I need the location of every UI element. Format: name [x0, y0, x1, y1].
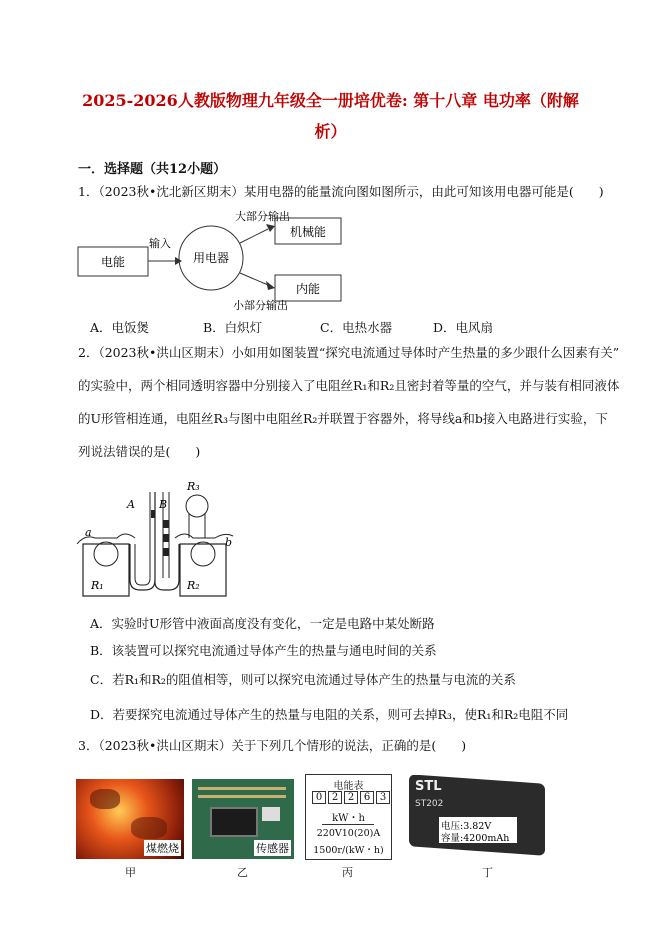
q2-line1: 2．（2023秋•洪山区期末）小如用如图装置“探究电流通过导体时产生热量的多少跟什么因素有关” [78, 345, 620, 360]
q2-line2: 的实验中，两个相同透明容器中分别接入了电阻丝R₁和R₂且密封着等量的空气，并与装有相同液体 [78, 378, 620, 393]
page-title-line1: 2025-2026人教版物理九年级全一册培优卷: 第十八章 电功率（附解 [82, 91, 579, 110]
meter-spec2: 1500r/(kW・h) [313, 845, 384, 856]
q2-line4: 列说法错误的是( ) [78, 444, 201, 459]
q2-line3: 的U形管相连通，电阻丝R₃与图中电阻丝R₂并联置于容器外，将导线a和b接入电路进行实验，下 [78, 411, 608, 426]
mechanical-label: 机械能 [289, 225, 327, 239]
energy-flow-diagram [70, 205, 350, 315]
q2-option-b: B．该装置可以探究电流通过导体产生的热量与通电时间的关系 [90, 643, 437, 658]
input-arrow-head [175, 257, 182, 265]
input-box-label: 电能 [100, 255, 126, 269]
energy-meter-image [305, 774, 392, 860]
caption-ding: 丁 [482, 866, 493, 879]
battery-model: ST202 [415, 799, 444, 809]
battery-image [403, 775, 553, 857]
q1-stem: 1．（2023秋•沈北新区期末）某用电器的能量流向图如图所示，由此可知该用电器可能是( ) [78, 184, 604, 199]
bottom-output-label: 小部分输出 [233, 299, 288, 312]
bottom-arrow-head [266, 281, 275, 290]
label-r1: R₁ [91, 579, 104, 592]
top-arrow-head [266, 224, 275, 232]
page-title-line2: 析） [314, 122, 347, 141]
sensor-tag: 传感器 [256, 842, 289, 855]
r1-coil [94, 542, 118, 566]
u-tube-apparatus [75, 472, 255, 602]
label-b-wire: b [225, 536, 233, 549]
liquid-mark-a1 [151, 510, 155, 518]
caption-bing: 丙 [342, 866, 353, 879]
q2-option-c: C．若R₁和R₂的阻值相等，则可以探究电流通过导体产生的热量与电流的关系 [90, 672, 516, 687]
label-b-tube: B [159, 498, 168, 511]
q1-option-a: A．电饭煲 [90, 320, 150, 335]
battery-voltage: 电压:3.82V [441, 821, 492, 832]
caption-yi: 乙 [237, 866, 248, 879]
meter-digit: 3 [376, 791, 390, 804]
coal-tag: 煤燃烧 [146, 842, 179, 855]
input-label: 输入 [149, 237, 171, 250]
liquid-mark-b1 [163, 520, 169, 528]
r3-coil [186, 495, 208, 517]
label-a-tube: A [127, 498, 135, 511]
sensor-board-image [192, 779, 294, 859]
meter-spec1: 220V10(20)A [316, 828, 381, 839]
caption-jia: 甲 [125, 866, 136, 879]
label-r2: R₂ [187, 579, 200, 592]
battery-brand: STL [415, 779, 442, 794]
left-container [83, 544, 129, 596]
meter-digit: 2 [344, 791, 358, 804]
bottom-arrow [240, 273, 268, 285]
meter-digit: 2 [328, 791, 342, 804]
u-tube-a-inner [135, 492, 150, 585]
q1-option-c: C．电热水器 [320, 320, 393, 335]
top-arrow [240, 229, 268, 243]
top-output-label: 大部分输出 [235, 210, 290, 223]
meter-unit: kW・h [332, 813, 365, 824]
r2-coil [191, 542, 215, 566]
meter-title: 电能表 [333, 781, 364, 792]
battery-capacity: 容量:4200mAh [441, 833, 510, 844]
q2-option-d: D．若要探究电流通过导体产生的热量与电阻的关系，则可去掉R₃，使R₁和R₂电阻不同 [90, 707, 569, 722]
appliance-label: 用电器 [192, 251, 230, 265]
q2-option-a: A．实验时U形管中液面高度没有变化，一定是电路中某处断路 [90, 616, 435, 631]
q1-option-b: B．白炽灯 [203, 320, 263, 335]
liquid-mark-b3 [163, 548, 169, 556]
label-a-wire: a [85, 526, 92, 539]
liquid-mark-b2 [163, 534, 169, 542]
label-r3: R₃ [187, 480, 200, 493]
coal-burning-image [76, 779, 184, 859]
meter-digits [312, 791, 390, 804]
section-heading: 一．选择题（共12小题） [78, 162, 227, 177]
meter-digit: 0 [312, 791, 326, 804]
q3-stem: 3．（2023秋•洪山区期末）关于下列几个情形的说法，正确的是( ) [78, 738, 467, 753]
q1-option-d: D．电风扇 [433, 320, 494, 335]
internal-energy-label: 内能 [295, 282, 321, 296]
meter-digit: 6 [360, 791, 374, 804]
